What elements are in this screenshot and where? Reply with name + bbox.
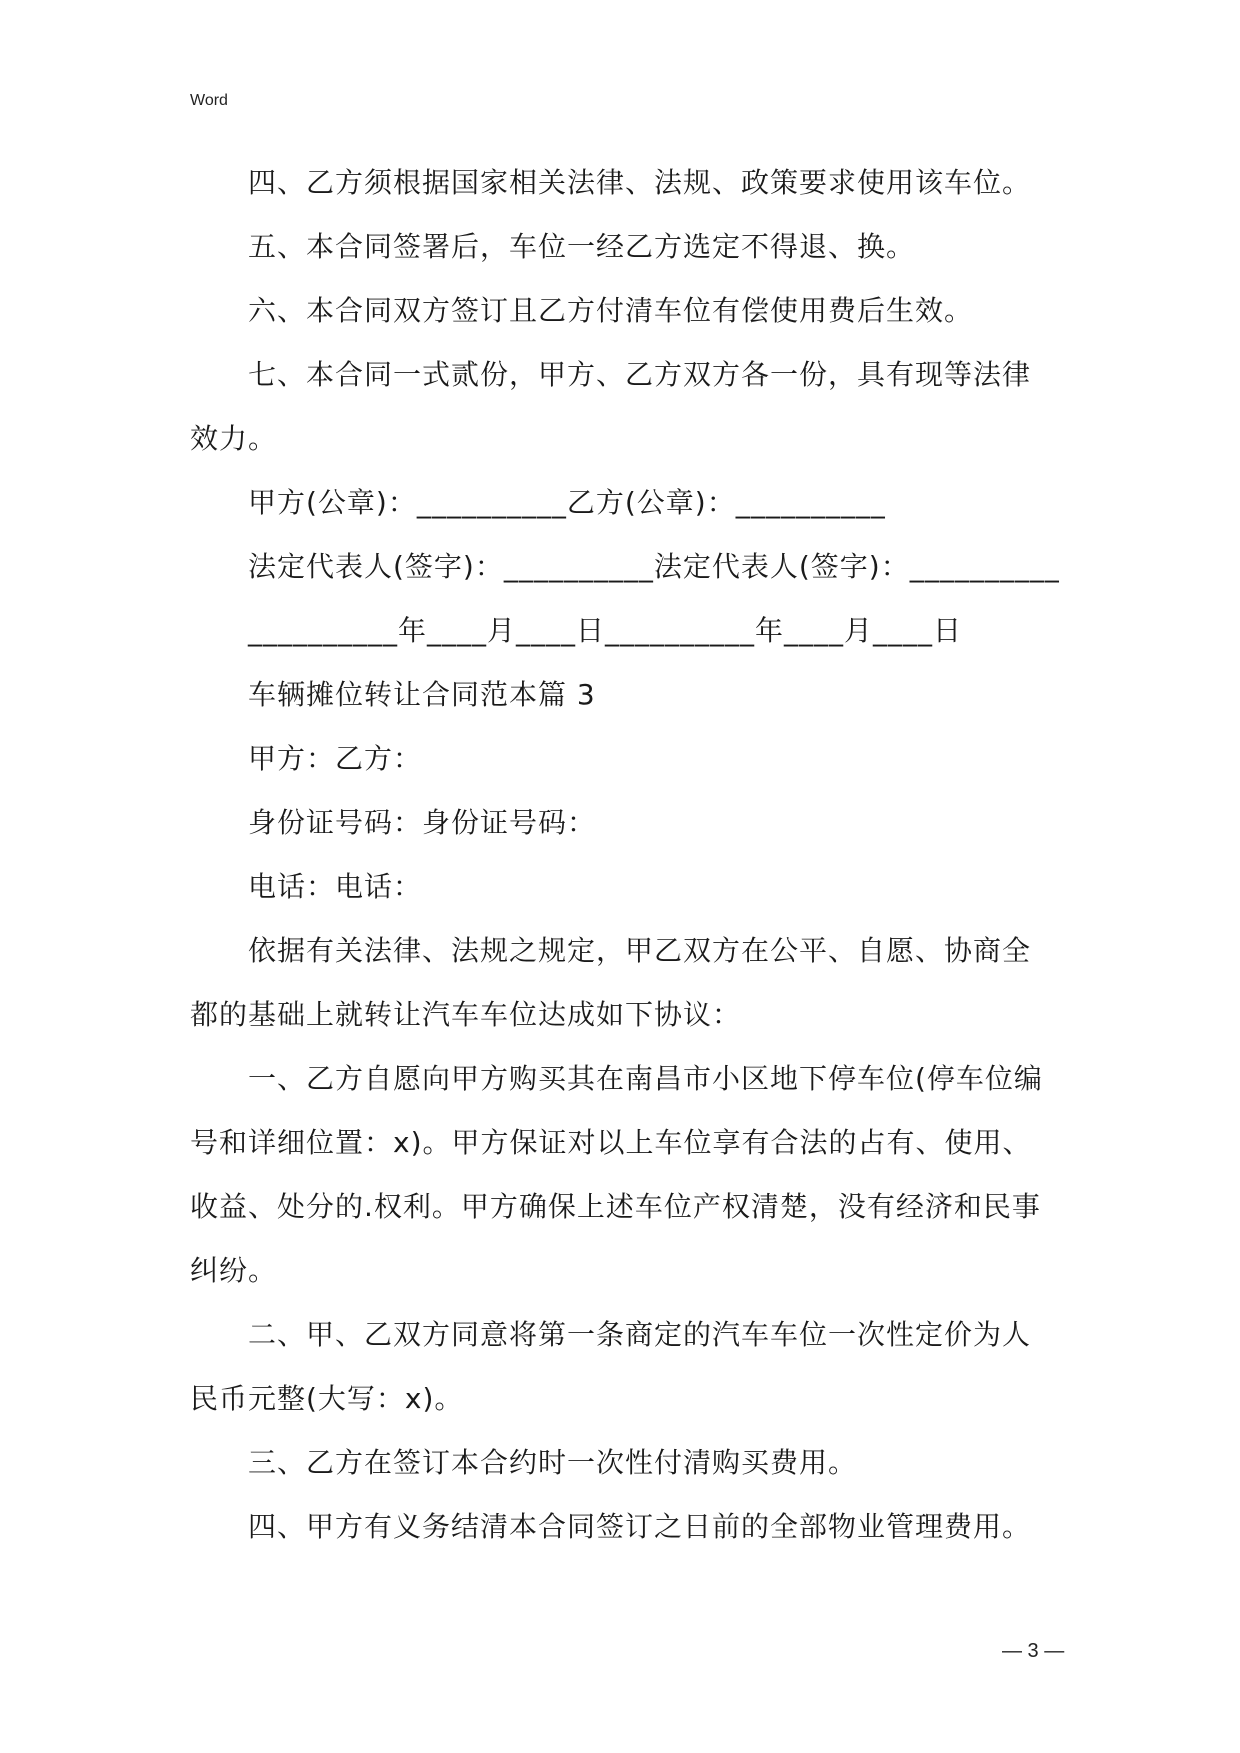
- paragraph-line: 民币元整(大写：x)。: [190, 1382, 464, 1415]
- page-number: — 3 —: [1002, 1640, 1065, 1662]
- paragraph-line: 二、甲、乙双方同意将第一条商定的汽车车位一次性定价为人: [248, 1318, 1032, 1351]
- paragraph-line: 都的基础上就转让汽车车位达成如下协议：: [190, 998, 742, 1031]
- paragraph-line: 五、本合同签署后，车位一经乙方选定不得退、换。: [248, 230, 916, 263]
- signature-line: 法定代表人(签字)：__________法定代表人(签字)：__________: [248, 550, 1060, 583]
- paragraph-line: 效力。: [190, 422, 278, 455]
- paragraph-line: 七、本合同一式贰份，甲方、乙方双方各一份，具有现等法律: [248, 358, 1032, 391]
- paragraph-line: 依据有关法律、法规之规定，甲乙双方在公平、自愿、协商全: [248, 934, 1032, 967]
- signature-line: 甲方(公章)：__________乙方(公章)：__________: [248, 486, 886, 519]
- section-title: 车辆摊位转让合同范本篇 3: [248, 678, 596, 711]
- paragraph-line: 号和详细位置：x)。甲方保证对以上车位享有合法的占有、使用、: [190, 1126, 1032, 1159]
- paragraph-line: 一、乙方自愿向甲方购买其在南昌市小区地下停车位(停车位编: [248, 1062, 1043, 1095]
- id-number-line: 身份证号码：身份证号码：: [248, 806, 597, 839]
- paragraph-line: 六、本合同双方签订且乙方付清车位有偿使用费后生效。: [248, 294, 974, 327]
- paragraph-line: 四、甲方有义务结清本合同签订之日前的全部物业管理费用。: [248, 1510, 1032, 1543]
- paragraph-line: 三、乙方在签订本合约时一次性付清购买费用。: [248, 1446, 858, 1479]
- paragraph-line: 收益、处分的.权利。甲方确保上述车位产权清楚，没有经济和民事: [190, 1190, 1041, 1223]
- paragraph-line: 四、乙方须根据国家相关法律、法规、政策要求使用该车位。: [248, 166, 1032, 199]
- date-line: __________年____月____日__________年____月____日: [248, 614, 963, 647]
- phone-line: 电话：电话：: [248, 870, 423, 903]
- party-line: 甲方：乙方：: [248, 742, 423, 775]
- header-label: Word: [190, 92, 228, 109]
- paragraph-line: 纠纷。: [190, 1254, 278, 1287]
